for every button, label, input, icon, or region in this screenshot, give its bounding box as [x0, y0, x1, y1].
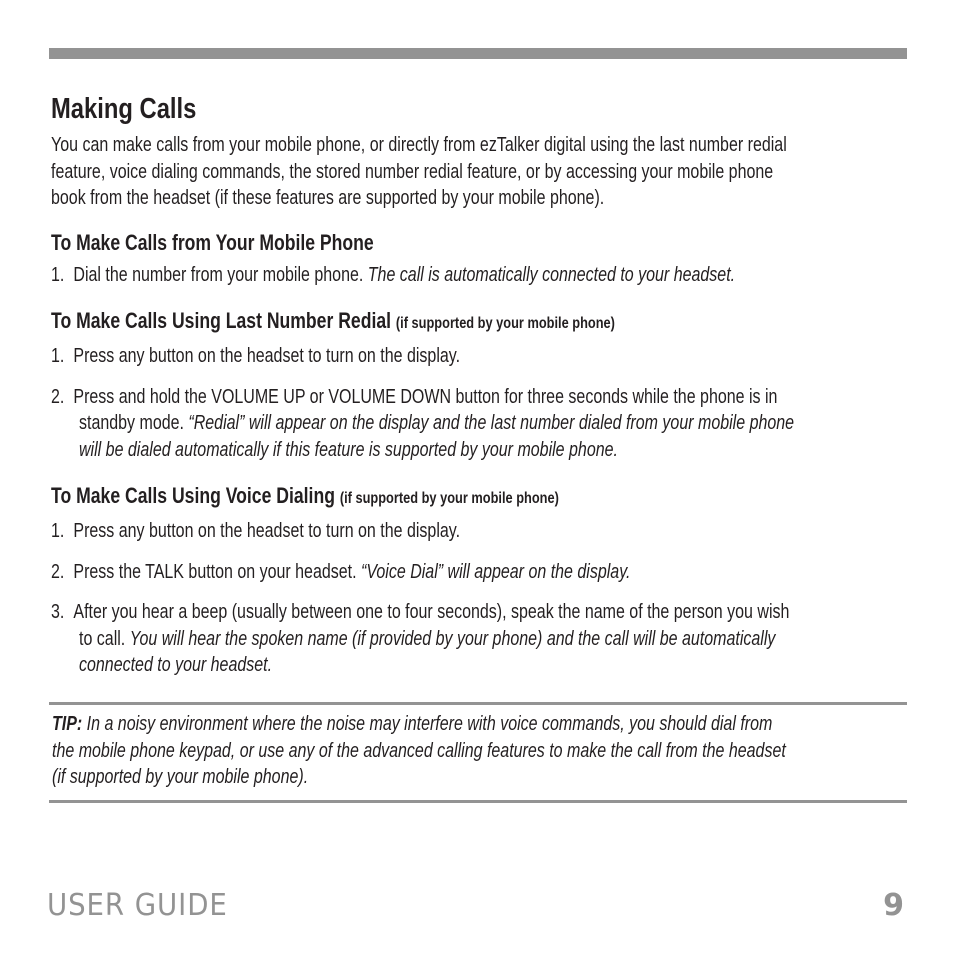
- section-heading-mobile-phone: To Make Calls from Your Mobile Phone: [51, 229, 374, 255]
- list-item: 2. Press the TALK button on your headset. “Voice Dial” will appear on the display.: [51, 560, 631, 583]
- list-item: 3. After you hear a beep (usually between one to four seconds), speak the name of the person you wish to call. You will hear the spoken name (if provided by your phone) and the call will be automatically connected to your headset.: [51, 601, 790, 676]
- page-content: [51, 92, 905, 679]
- page-number: 9: [883, 888, 904, 923]
- section-heading-voice-dialing: To Make Calls Using Voice Dialing (if supported by your mobile phone): [51, 483, 559, 508]
- list-item: 2. Press and hold the VOLUME UP or VOLUME DOWN button for three seconds while the phone is in standby mode. “Redial” will appear on the display and the last number dialed from your mobile phone will be dialed automatically if this feature is supported by your mobile phone.: [51, 385, 795, 461]
- tip-box: TIP: In a noisy environment where the noise may interfere with voice commands, you should dial from the mobile phone keypad, or use any of the advanced calling features to make the call from the headset (if supported by your mobile phone).: [49, 702, 907, 803]
- top-divider-bar: [49, 48, 907, 59]
- list-item: 1. Press any button on the headset to turn on the display.: [51, 345, 461, 367]
- list-item: 1. Dial the number from your mobile phone. The call is automatically connected to your headset.: [51, 263, 736, 286]
- page-title: Making Calls: [51, 93, 197, 125]
- section-heading-last-number-redial: To Make Calls Using Last Number Redial (if supported by your mobile phone): [51, 308, 615, 333]
- intro-paragraph: You can make calls from your mobile phone, or directly from ezTalker digital using the last number redial feature, voice dialing commands, the stored number redial feature, or by accessing your mobile phone book from the headset (if these features are supported by your mobile phone).: [51, 134, 787, 209]
- footer-user-guide: USER GUIDE: [47, 888, 228, 923]
- list-item: 1. Press any button on the headset to turn on the display.: [51, 520, 461, 542]
